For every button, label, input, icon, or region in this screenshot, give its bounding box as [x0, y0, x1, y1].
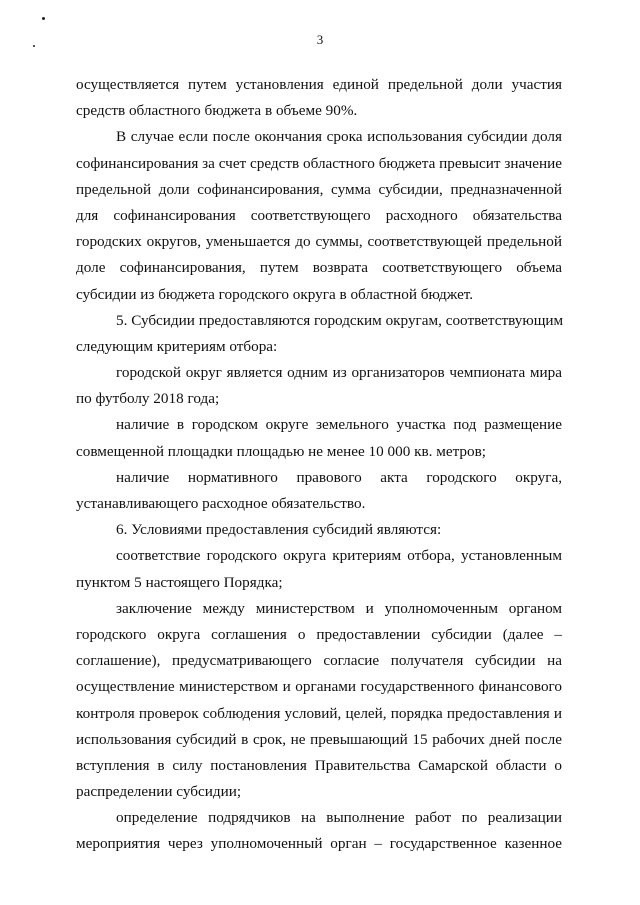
text-line: распределении субсидии; [76, 783, 242, 801]
text-line: заключение между министерством и уполномоченным органом [116, 599, 562, 617]
text-line: определение подрядчиков на выполнение работ по реализации [116, 809, 562, 827]
text-line: средств областного бюджета в объеме 90%. [76, 102, 358, 120]
text-line: контроля проверок соблюдения условий, целей, порядка предоставления и [76, 704, 562, 722]
page-number: 3 [316, 32, 324, 47]
text-line: для софинансирования соответствующего расходного обязательства [76, 206, 562, 224]
text-line: В случае если после окончания срока использования субсидии доля [116, 128, 562, 146]
text-line: по футболу 2018 года; [76, 390, 220, 408]
text-line: осуществление министерством и органами государственного финансового [76, 678, 562, 696]
text-line: предельной доли софинансирования, сумма субсидии, предназначенной [76, 180, 562, 198]
text-line: доле софинансирования, путем возврата соответствующего объема [76, 259, 562, 277]
text-line: городского округа соглашения о предоставлении субсидии (далее – [76, 625, 562, 643]
text-line: наличие нормативного правового акта городского округа, [116, 468, 562, 486]
text-line: использования субсидий в срок, не превышающий 15 рабочих дней после [76, 730, 562, 748]
text-line: совмещенной площадки площадью не менее 10 000 кв. метров; [76, 442, 486, 460]
text-line: соответствие городского округа критериям отбора, установленным [116, 547, 562, 565]
text-line: устанавливающего расходное обязательство. [76, 495, 366, 512]
text-line: субсидии из бюджета городского округа в областной бюджет. [76, 285, 474, 303]
text-line: осуществляется путем установления единой предельной доли участия [76, 76, 562, 93]
text-line: городской округ является одним из организаторов чемпионата мира [116, 364, 562, 382]
text-line: городских округов, уменьшается до суммы, соответствующей предельной [76, 233, 562, 251]
text-line: наличие в городском округе земельного участка под размещение [116, 416, 562, 434]
text-line: мероприятия через уполномоченный орган – государственное казенное [76, 835, 562, 853]
text-line: 5. Субсидии предоставляются городским округам, соответствующим [116, 311, 564, 329]
document-body [76, 72, 562, 858]
text-line: вступления в силу постановления Правительства Самарской области о [76, 756, 562, 774]
text-line: 6. Условиями предоставления субсидий являются: [116, 521, 442, 539]
text-line: следующим критериям отбора: [76, 337, 278, 355]
text-line: пунктом 5 настоящего Порядка; [76, 573, 283, 591]
text-line: соглашение), предусматривающего согласие получателя субсидии на [76, 652, 562, 670]
text-line: софинансирования за счет средств областного бюджета превысит значение [76, 154, 562, 172]
scan-speck [42, 17, 45, 20]
